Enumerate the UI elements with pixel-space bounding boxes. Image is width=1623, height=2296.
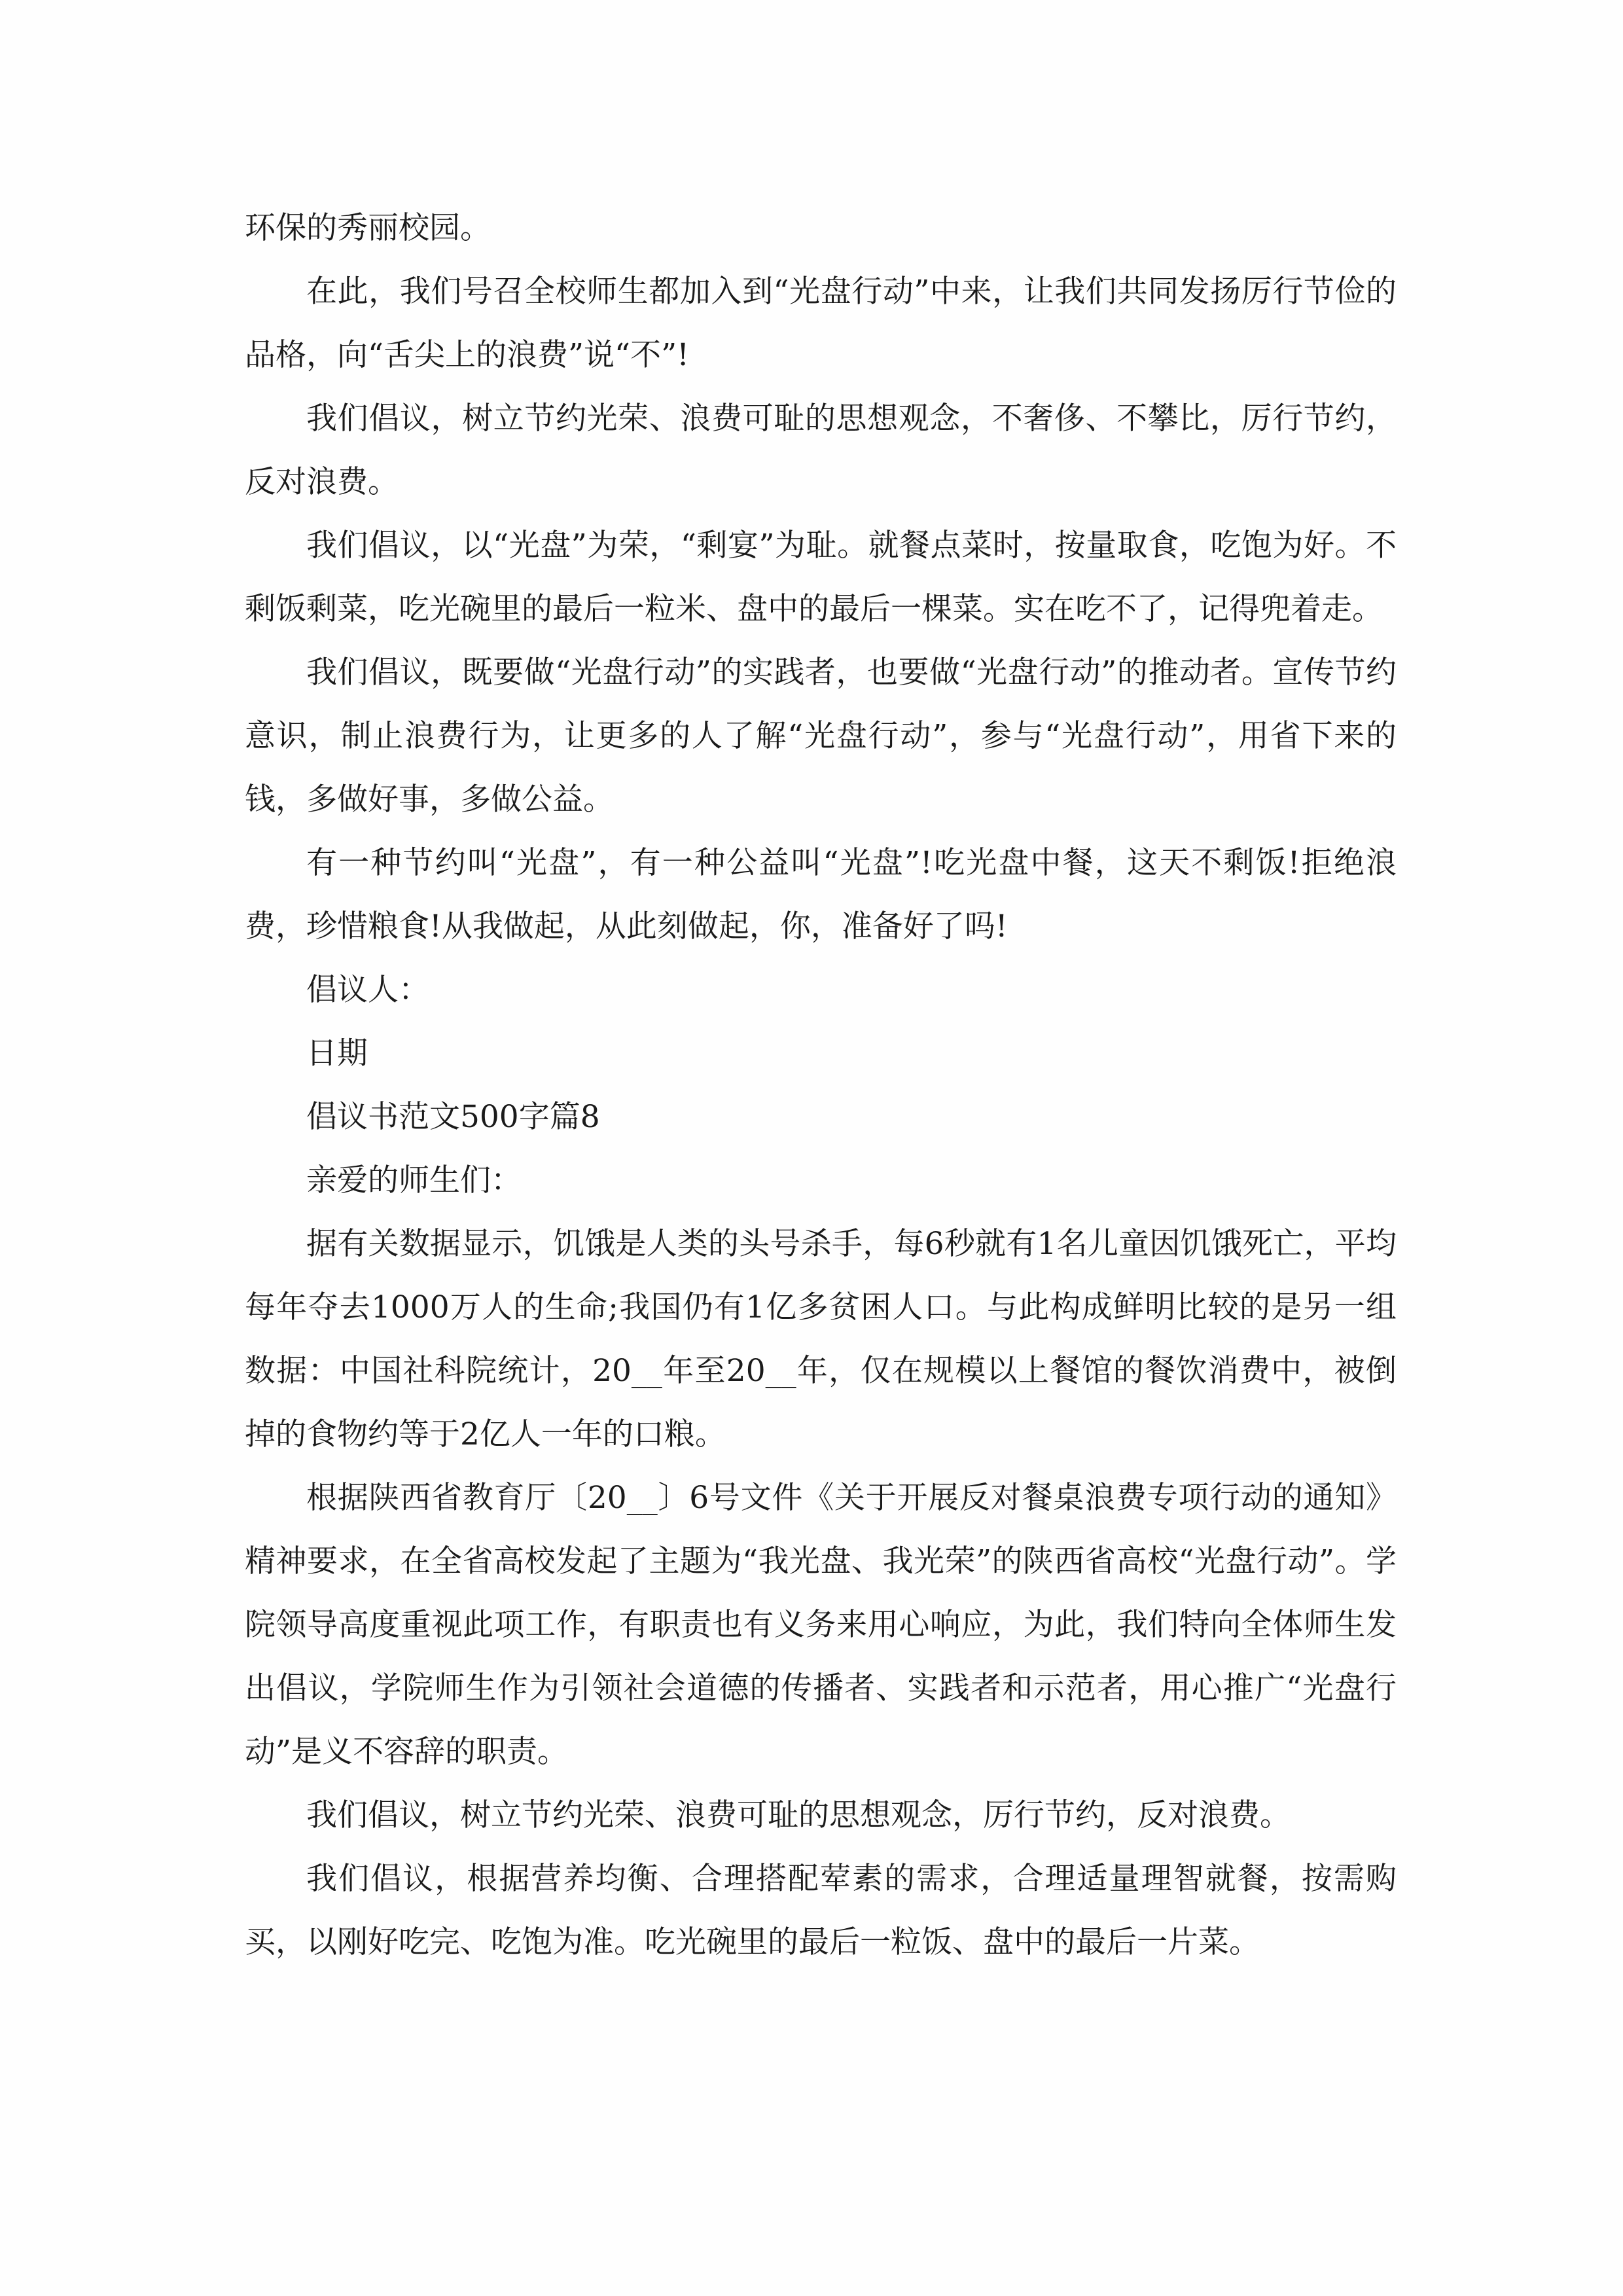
document-body: [245, 196, 1397, 1974]
paragraph-proposal-2: 我们倡议，以“光盘”为荣，“剩宴”为耻。就餐点菜时，按量取食，吃饱为好。不剩饭剩菜，吃光碗里的最后一粒米、盘中的最后一棵菜。实在吃不了，记得兜着走。: [245, 528, 1397, 627]
paragraph-background: 根据陕西省教育厅〔20__〕6号文件《关于开展反对餐桌浪费专项行动的通知》精神要求，在全省高校发起了主题为“我光盘、我光荣”的陕西省高校“光盘行动”。学院领导高度重视此项工作，有职责也有义务来用心响应，为此，我们特向全体师生发出倡议，学院师生作为引领社会道德的传播者、实践者和示范者，用心推广“光盘行动”是义不容辞的职责。: [245, 1480, 1397, 1770]
paragraph-continuation: 环保的秀丽校园。: [245, 210, 491, 246]
date-label: 日期: [306, 1035, 368, 1071]
paragraph-proposal-1: 我们倡议，树立节约光荣、浪费可耻的思想观念，不奢侈、不攀比，厉行节约，反对浪费。: [245, 401, 1397, 500]
paragraph-closing: 有一种节约叫“光盘”，有一种公益叫“光盘”!吃光盘中餐，这天不剩饭!拒绝浪费，珍惜粮食!从我做起，从此刻做起，你，准备好了吗!: [245, 845, 1397, 944]
paragraph-proposal-3: 我们倡议，既要做“光盘行动”的实践者，也要做“光盘行动”的推动者。宣传节约意识，制止浪费行为，让更多的人了解“光盘行动”，参与“光盘行动”，用省下来的钱，多做好事，多做公益。: [245, 655, 1397, 817]
paragraph-statistics: 据有关数据显示，饥饿是人类的头号杀手，每6秒就有1名儿童因饥饿死亡，平均每年夺去1000万人的生命;我国仍有1亿多贫困人口。与此构成鲜明比较的是另一组数据：中国社科院统计，20__年至20__年，仅在规模以上餐馆的餐饮消费中，被倒掉的食物约等于2亿人一年的口粮。: [245, 1226, 1397, 1452]
paragraph-call-to-action: 在此，我们号召全校师生都加入到“光盘行动”中来，让我们共同发扬厉行节俭的品格，向“舌尖上的浪费”说“不”!: [245, 274, 1397, 373]
salutation: 亲爱的师生们：: [306, 1162, 522, 1198]
paragraph-proposal-5: 我们倡议，根据营养均衡、合理搭配荤素的需求，合理适量理智就餐，按需购买，以刚好吃完、吃饱为准。吃光碗里的最后一粒饭、盘中的最后一片菜。: [245, 1861, 1397, 1960]
section-title: 倡议书范文500字篇8: [306, 1099, 600, 1135]
proposer-label: 倡议人：: [306, 972, 429, 1008]
paragraph-proposal-4: 我们倡议，树立节约光荣、浪费可耻的思想观念，厉行节约，反对浪费。: [306, 1797, 1291, 1833]
